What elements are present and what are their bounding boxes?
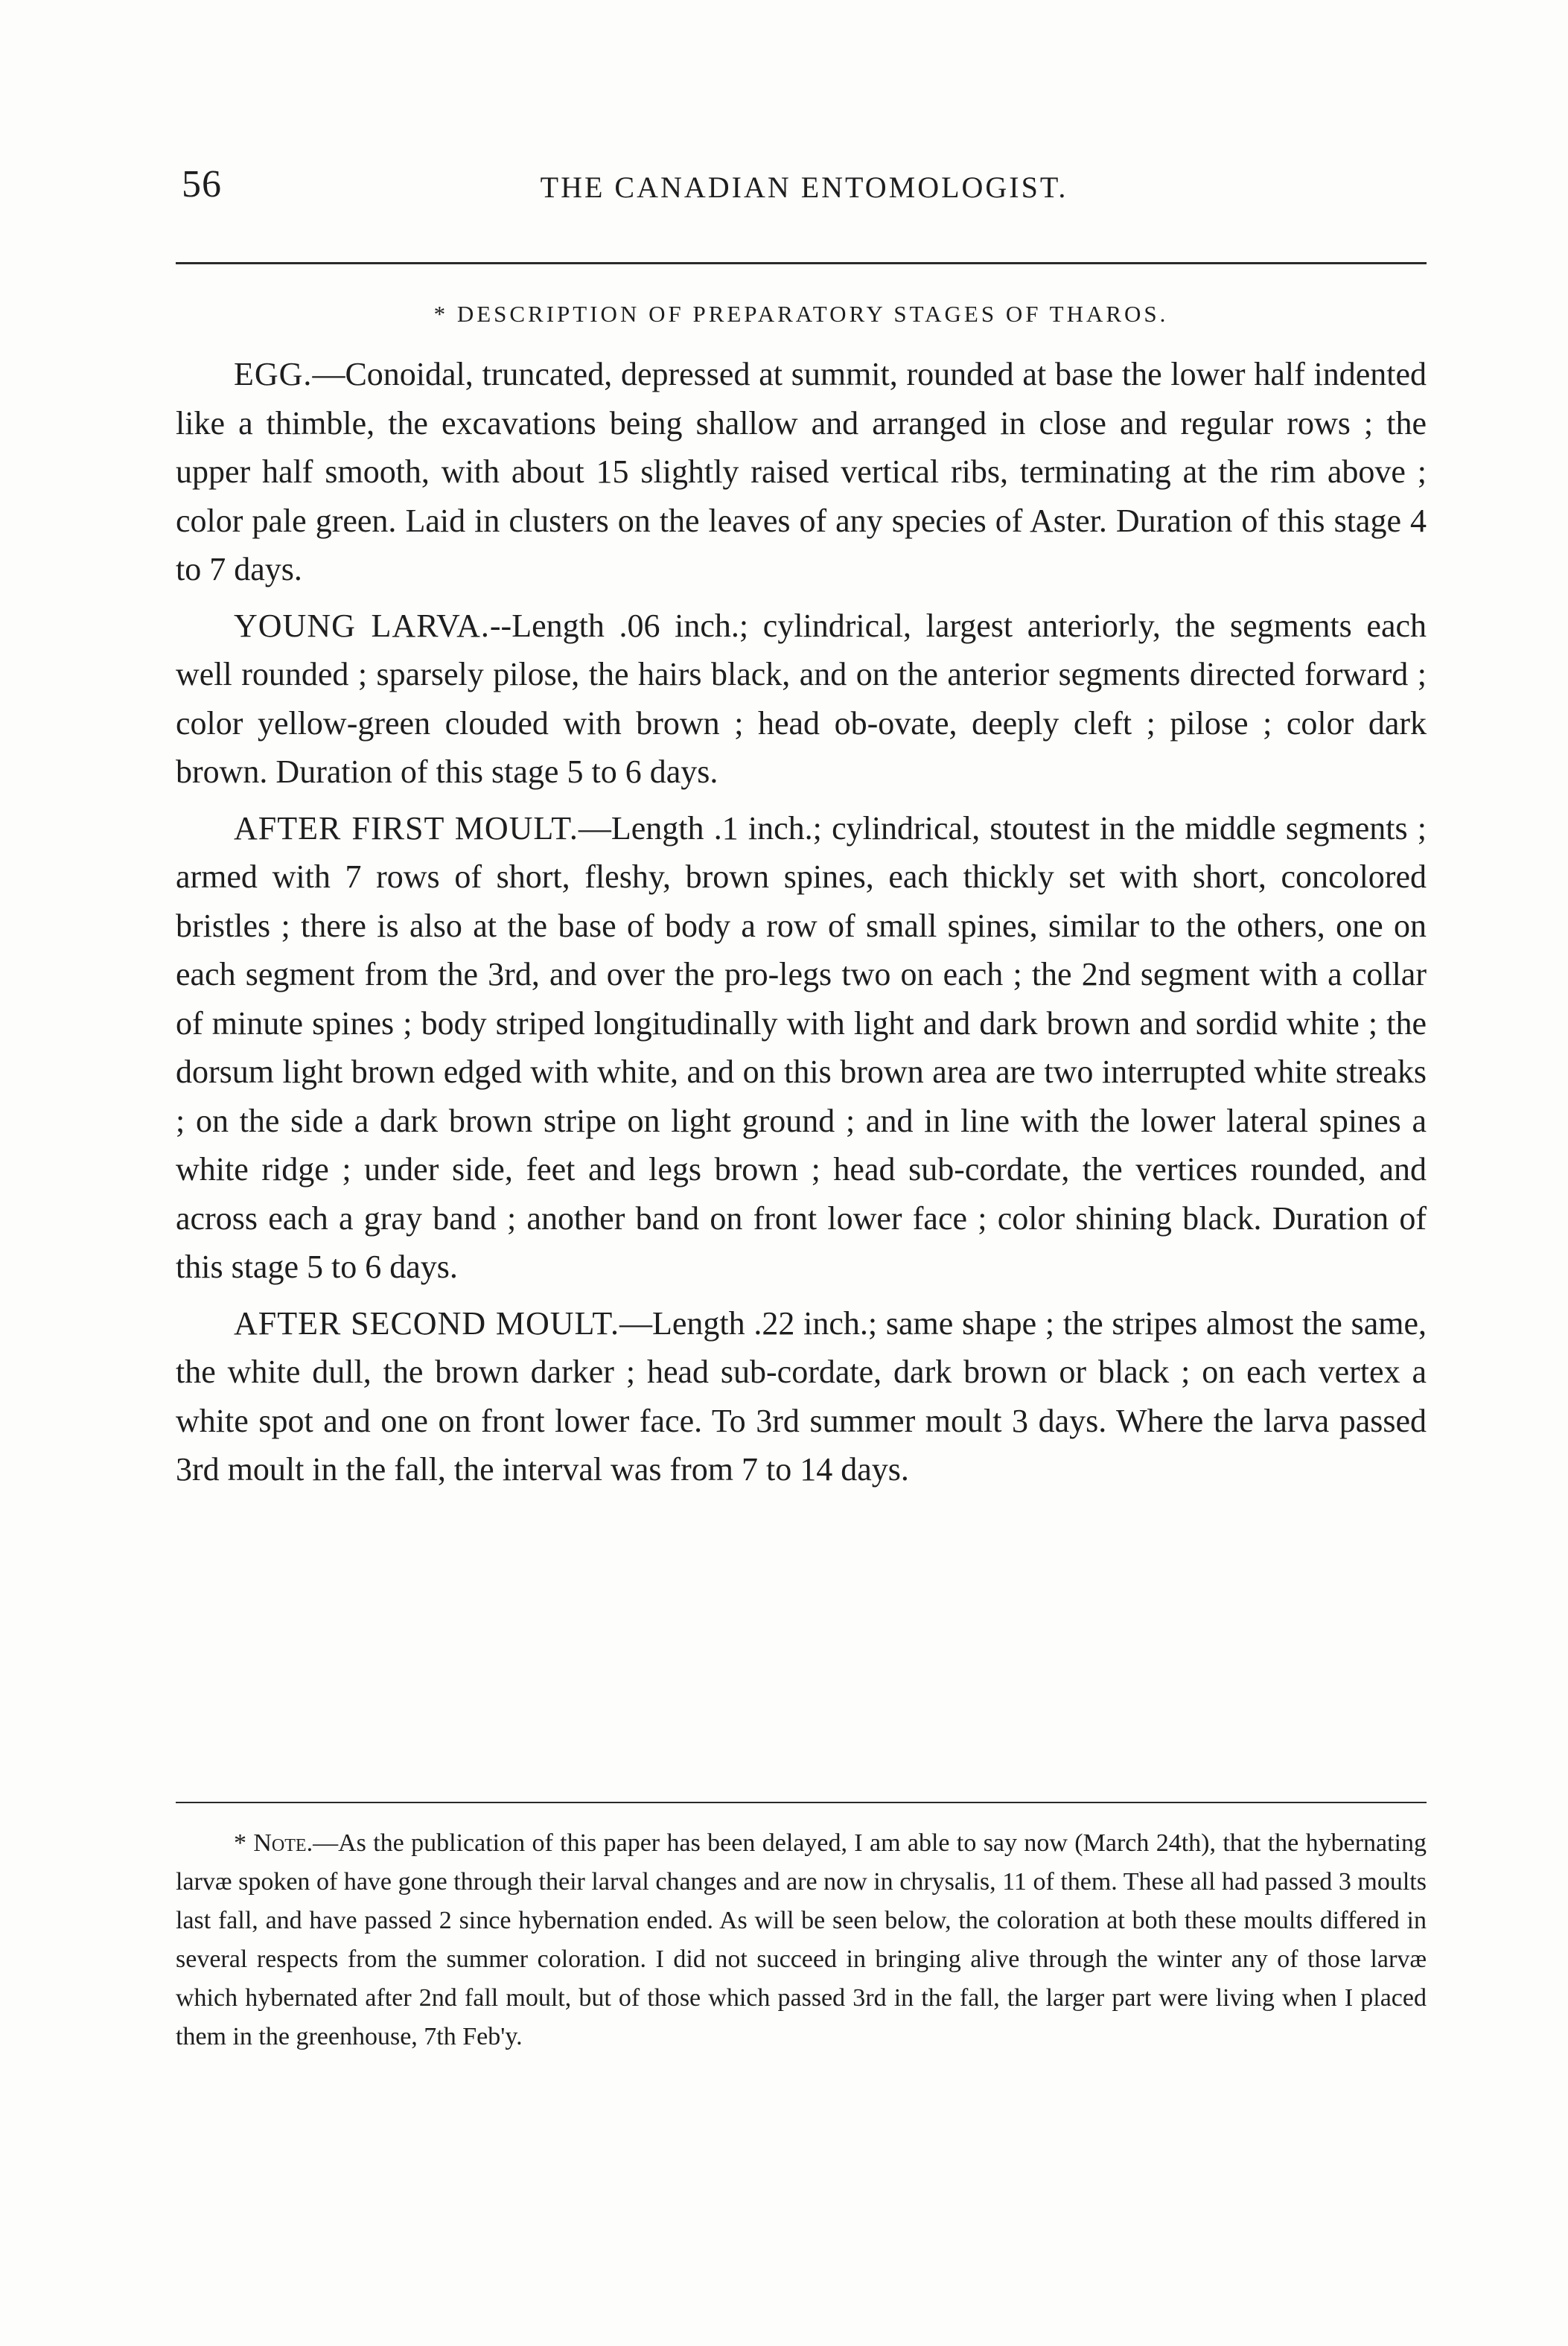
paragraph-egg	[176, 350, 1427, 594]
paragraph-text: --Length .06 inch.; cylindrical, largest anteriorly, the segments each well rounded ; sparsely pilose, the hairs black, and on the anterior segments directed forward ; color yellow-green clouded with brown ; head ob-ovate, deeply cleft ; pilose ; color dark brown. Duration of this stage 5 to 6 days.	[176, 607, 1427, 790]
paragraph-text: —Length .1 inch.; cylindrical, stoutest in the middle segments ; armed with 7 rows of short, fleshy, brown spines, each thickly set with short, concolored bristles ; there is also at the base of body a row of small spines, similar to the others, one on each segment from the 3rd, and over the pro-legs two on each ; the 2nd segment with a collar of minute spines ; body striped longitudinally with light and dark brown and sordid white ; the dorsum light brown edged with white, and on this brown area are two interrupted white streaks ; on the side a dark brown stripe on light ground ; and in line with the lower lateral spines a white ridge ; under side, feet and legs brown ; head sub-cordate, the vertices rounded, and across each a gray band ; another band on front lower face ; color shining black. Duration of this stage 5 to 6 days.	[176, 809, 1427, 1285]
paragraph-young-larva	[176, 602, 1427, 797]
section-heading: * DESCRIPTION OF PREPARATORY STAGES OF THAROS.	[433, 301, 1169, 327]
footnote	[176, 1824, 1427, 2056]
footnote-text: —As the publication of this paper has been delayed, I am able to say now (March 24th), that the hybernating larvæ spoken of have gone through their larval changes and are now in chrysalis, 11 of them. These all had passed 3 moults last fall, and have passed 2 since hybernation ended. As will be seen below, the coloration at both these moults differed in several respects from the summer coloration. I did not succeed in bringing alive through the winter any of those larvæ which hybernated after 2nd fall moult, but of those which passed 3rd in the fall, the larger part were living when I placed them in the greenhouse, 7th Feb'y.	[176, 1829, 1427, 2050]
paragraph-second-moult	[176, 1299, 1427, 1494]
paragraph-lead: EGG.	[234, 356, 313, 392]
footnote-rule	[176, 1802, 1427, 1803]
footnote-paragraph	[176, 1824, 1427, 2056]
paragraph-lead: YOUNG LARVA.	[234, 607, 490, 644]
running-title: THE CANADIAN ENTOMOLOGIST.	[540, 170, 1068, 204]
footnote-lead: * Note.	[234, 1829, 313, 1857]
paragraph-text: —Length .22 inch.; same shape ; the stripes almost the same, the white dull, the brown darker ; head sub-cordate, dark brown or black ; on each vertex a white spot and one on front lower face. To 3rd summer moult 3 days. Where the larva passed 3rd moult in the fall, the interval was from 7 to 14 days.	[176, 1304, 1427, 1488]
page-header	[182, 162, 1427, 222]
paragraph-lead: AFTER FIRST MOULT.	[234, 809, 579, 847]
header-rule	[176, 262, 1427, 264]
paragraph-text: —Conoidal, truncated, depressed at summit, rounded at base the lower half indented like a thimble, the excavations being shallow and arranged in close and regular rows ; the upper half smooth, with about 15 slightly raised vertical ribs, terminating at the rim above ; color pale green. Laid in clusters on the leaves of any species of Aster. Duration of this stage 4 to 7 days.	[176, 356, 1427, 587]
page-number: 56	[182, 163, 222, 205]
body-text	[176, 350, 1427, 1502]
paragraph-lead: AFTER SECOND MOULT.	[234, 1304, 619, 1342]
paragraph-first-moult	[176, 804, 1427, 1292]
